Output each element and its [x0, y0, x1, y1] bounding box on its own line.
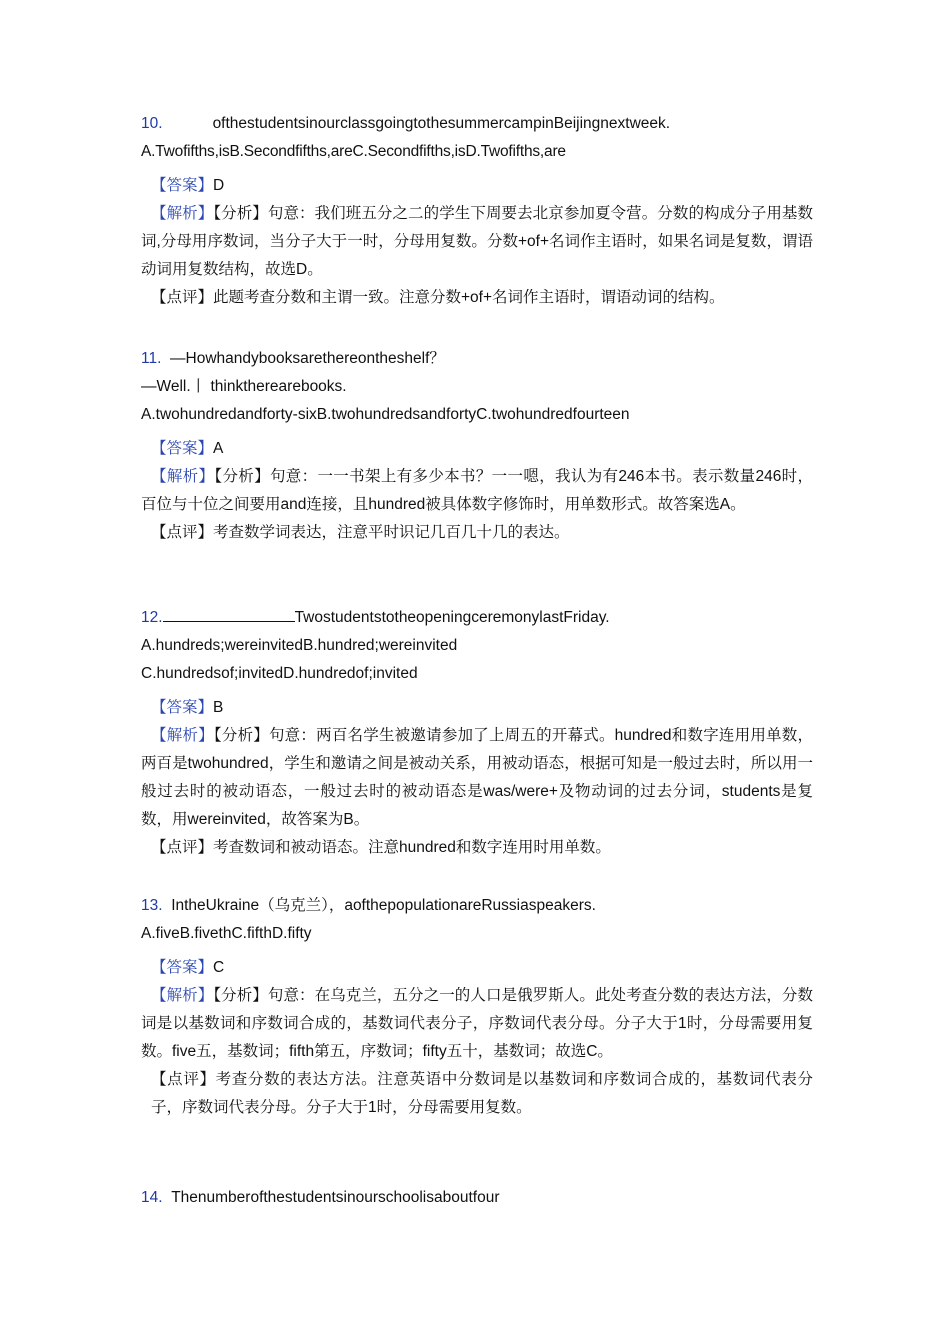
answer-blank — [163, 605, 295, 622]
answer-line — [141, 954, 813, 982]
question-text: ofthestudentsinourclassgoingtothesummercampinBeijingnextweek. — [212, 115, 671, 132]
analysis-text: 【分析】句意：在乌克兰，五分之一的人口是俄罗斯人。此处考查分数的表达方法，分数词是以基数词和序数词合成的，基数词代表分子，序数词代表分母。分子大于1时，分母需要用复数。five五，基数词；fifth第五，序数词；fifty五十，基数词；故选C。 — [141, 987, 813, 1060]
question-options: A.hundreds;wereinvitedB.hundred;wereinvited — [141, 637, 458, 654]
question-stem — [141, 110, 813, 138]
comment-text: 【点评】考查数学词表达，注意平时识记几百几十几的表达。 — [151, 524, 570, 541]
analysis-block — [141, 200, 813, 284]
answer-tag: 【答案】 — [151, 699, 214, 716]
analysis-text: 【分析】句意：两百名学生被邀请参加了上周五的开幕式。hundred和数字连用用单数，两百是twohundred，学生和邀请之间是被动关系，用被动语态，根据可知是一般过去时，所以用一般过去时的被动语态，一般过去时的被动语态是was/were+及物动词的过去分词，students是复数，用wereinvited，故答案为B。 — [141, 727, 813, 828]
question-text-line-2: —Well.丨 thinktherearebooks. — [141, 378, 347, 395]
answer-value: D — [213, 177, 225, 194]
question-text: Thenumberofthestudentsinourschoolisaboutfour — [171, 1189, 500, 1206]
question-text: TwostudentstotheopeningceremonylastFriday. — [294, 609, 610, 626]
answer-value: B — [213, 699, 224, 716]
question-number: 13. — [141, 897, 163, 914]
question-10 — [141, 110, 813, 312]
answer-tag: 【答案】 — [151, 177, 214, 194]
analysis-block — [141, 982, 813, 1066]
question-14 — [141, 1184, 813, 1212]
analysis-tag: 【解析】 — [151, 727, 214, 744]
answer-line — [141, 694, 813, 722]
question-13 — [141, 892, 813, 1122]
analysis-text: 【分析】句意：我们班五分之二的学生下周要去北京参加夏令营。分数的构成分子用基数词,分母用序数词，当分子大于一时，分母用复数。分数+of+名词作主语时，如果名词是复数，谓语动词用复数结构，故选D。 — [141, 205, 813, 278]
answer-line — [141, 435, 813, 463]
question-number: 12. — [141, 609, 163, 626]
answer-value: A — [213, 440, 224, 457]
analysis-tag: 【解析】 — [151, 205, 214, 222]
analysis-block — [141, 722, 813, 834]
comment-text: 【点评】考查数词和被动语态。注意hundred和数字连用时用单数。 — [151, 839, 611, 856]
question-11 — [141, 345, 813, 547]
question-number: 10. — [141, 115, 163, 132]
question-stem — [141, 892, 813, 920]
analysis-tag: 【解析】 — [151, 987, 214, 1004]
question-options: A.fiveB.fivethC.fifthD.fifty — [141, 925, 312, 942]
comment-text: 【点评】此题考查分数和主谓一致。注意分数+of+名词作主语时，谓语动词的结构。 — [151, 289, 725, 306]
question-stem — [141, 1184, 813, 1212]
question-text: IntheUkraine（乌克兰），aofthepopulationareRussiaspeakers. — [171, 897, 596, 914]
analysis-tag: 【解析】 — [151, 468, 215, 485]
analysis-block — [141, 463, 813, 519]
question-12 — [141, 604, 813, 862]
question-text: —Howhandybooksarethereontheshelf？ — [170, 350, 445, 367]
question-options-2: C.hundredsof;invitedD.hundredof;invited — [141, 665, 418, 682]
question-options: A.twohundredandforty-sixB.twohundredsandfortyC.twohundredfourteen — [141, 406, 630, 423]
question-options: A.Twofifths,isB.Secondfifths,areC.Secondfifths,isD.Twofifths,are — [141, 143, 566, 160]
answer-value: C — [213, 959, 225, 976]
comment-text: 【点评】考查分数的表达方法。注意英语中分数词是以基数词和序数词合成的，基数词代表分子，序数词代表分母。分子大于1时，分母需要用复数。 — [151, 1071, 813, 1116]
answer-tag: 【答案】 — [151, 959, 214, 976]
question-number: 14. — [141, 1189, 163, 1206]
answer-tag: 【答案】 — [151, 440, 214, 457]
question-stem — [141, 604, 813, 632]
answer-line — [141, 172, 813, 200]
question-stem — [141, 345, 813, 373]
question-number: 11. — [141, 350, 162, 367]
analysis-text: 【分析】句意：一一书架上有多少本书？一一嗯，我认为有246本书。表示数量246时，百位与十位之间要用and连接，且hundred被具体数字修饰时，用单数形式。故答案选A。 — [141, 468, 813, 513]
